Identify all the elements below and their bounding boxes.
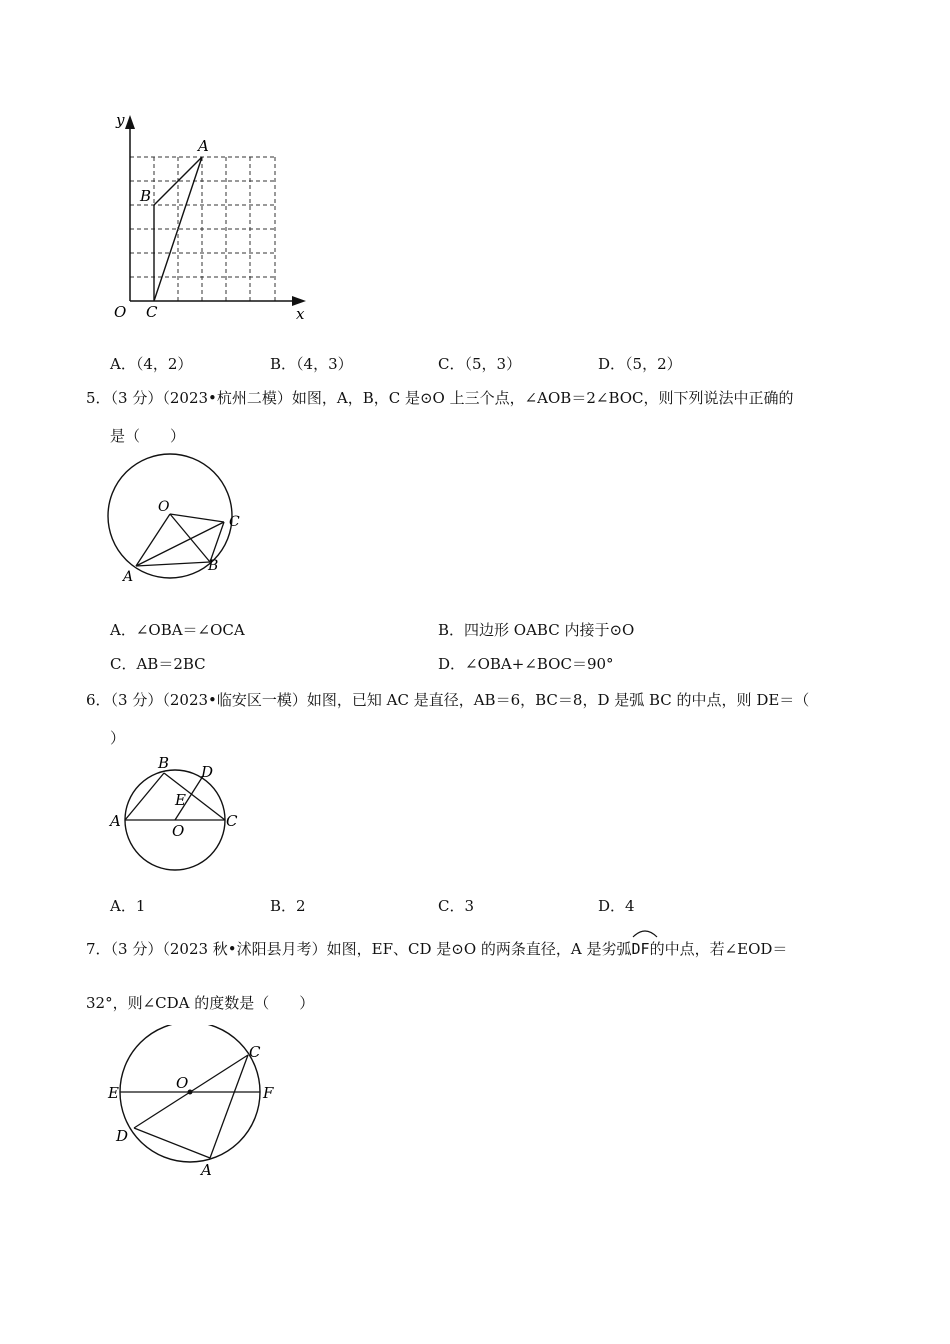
q6-circle-figure bbox=[100, 752, 250, 872]
point-a-label: A bbox=[198, 137, 209, 155]
q6-point-e-label: E bbox=[175, 791, 186, 809]
q5-option-c[interactable]: C．AB＝2BC bbox=[110, 655, 206, 673]
grid-lines bbox=[130, 157, 275, 301]
q5-option-b[interactable]: B．四边形 OABC 内接于⊙O bbox=[438, 621, 635, 639]
q6-point-o-label: O bbox=[172, 822, 185, 840]
point-c-label: C bbox=[146, 303, 158, 321]
q4-option-a[interactable]: A．（4，2） bbox=[110, 355, 193, 373]
q4-grid-figure bbox=[100, 105, 320, 330]
q4-option-c[interactable]: C．（5，3） bbox=[438, 355, 522, 373]
q7-point-e-label: E bbox=[108, 1084, 119, 1102]
x-axis-label: x bbox=[296, 305, 305, 323]
q7-stem-part2: 的中点，若∠EOD＝ bbox=[649, 940, 788, 958]
q6-option-a[interactable]: A．1 bbox=[110, 897, 146, 915]
arc-overline-icon bbox=[632, 928, 658, 938]
q5-stem-line2: 是（ ） bbox=[110, 427, 186, 445]
point-b-label: B bbox=[140, 187, 152, 205]
q5-point-c-label: C bbox=[229, 514, 240, 530]
q7-stem-part1: 7．（3 分）（2023 秋•沭阳县月考）如图，EF、CD 是⊙O 的两条直径，A 是劣弧 bbox=[86, 940, 632, 958]
q6-stem-line1: 6．（3 分）（2023•临安区一模）如图，已知 AC 是直径，AB＝6，BC＝8，D 是弧 BC 的中点，则 DE＝（ bbox=[86, 691, 810, 709]
q7-point-c-label: C bbox=[249, 1043, 261, 1061]
q6-option-c[interactable]: C．3 bbox=[438, 897, 475, 915]
q5-option-a[interactable]: A．∠OBA＝∠OCA bbox=[110, 621, 245, 639]
q6-point-c-label: C bbox=[226, 812, 238, 830]
q7-point-f-label: F bbox=[263, 1084, 274, 1102]
q7-stem-line2: 32°，则∠CDA 的度数是（ ） bbox=[86, 994, 315, 1012]
q6-point-b-label: B bbox=[158, 754, 170, 772]
q7-arc-symbol bbox=[632, 934, 650, 958]
q7-arc-label: DF bbox=[631, 940, 650, 958]
q4-option-d[interactable]: D．（5，2） bbox=[598, 355, 682, 373]
q7-stem-line1 bbox=[86, 934, 787, 959]
q7-point-o-label: O bbox=[176, 1074, 189, 1092]
q7-point-a-label: A bbox=[201, 1161, 212, 1179]
q6-point-d-label: D bbox=[201, 763, 214, 781]
origin-label: O bbox=[114, 303, 127, 321]
q7-point-d-label: D bbox=[116, 1127, 129, 1145]
q6-option-b[interactable]: B．2 bbox=[270, 897, 306, 915]
axes bbox=[130, 120, 300, 301]
q6-point-a-label: A bbox=[110, 812, 121, 830]
q4-option-b[interactable]: B．（4，3） bbox=[270, 355, 353, 373]
q5-point-o-label: O bbox=[158, 499, 170, 515]
q6-option-d[interactable]: D．4 bbox=[598, 897, 635, 915]
q6-stem-line2: ） bbox=[110, 729, 126, 747]
y-axis-arrow bbox=[125, 115, 135, 129]
q5-point-b-label: B bbox=[208, 558, 219, 574]
q5-stem-line1: 5．（3 分）（2023•杭州二模）如图，A，B，C 是⊙O 上三个点，∠AOB＝2∠BOC，则下列说法中正确的 bbox=[86, 389, 794, 407]
q5-option-d[interactable]: D．∠OBA+∠BOC＝90° bbox=[438, 655, 614, 673]
q5-point-a-label: A bbox=[123, 569, 134, 585]
q7-circle-figure bbox=[100, 1025, 290, 1185]
q5-circle-figure bbox=[100, 450, 260, 590]
y-axis-label: y bbox=[116, 111, 125, 129]
